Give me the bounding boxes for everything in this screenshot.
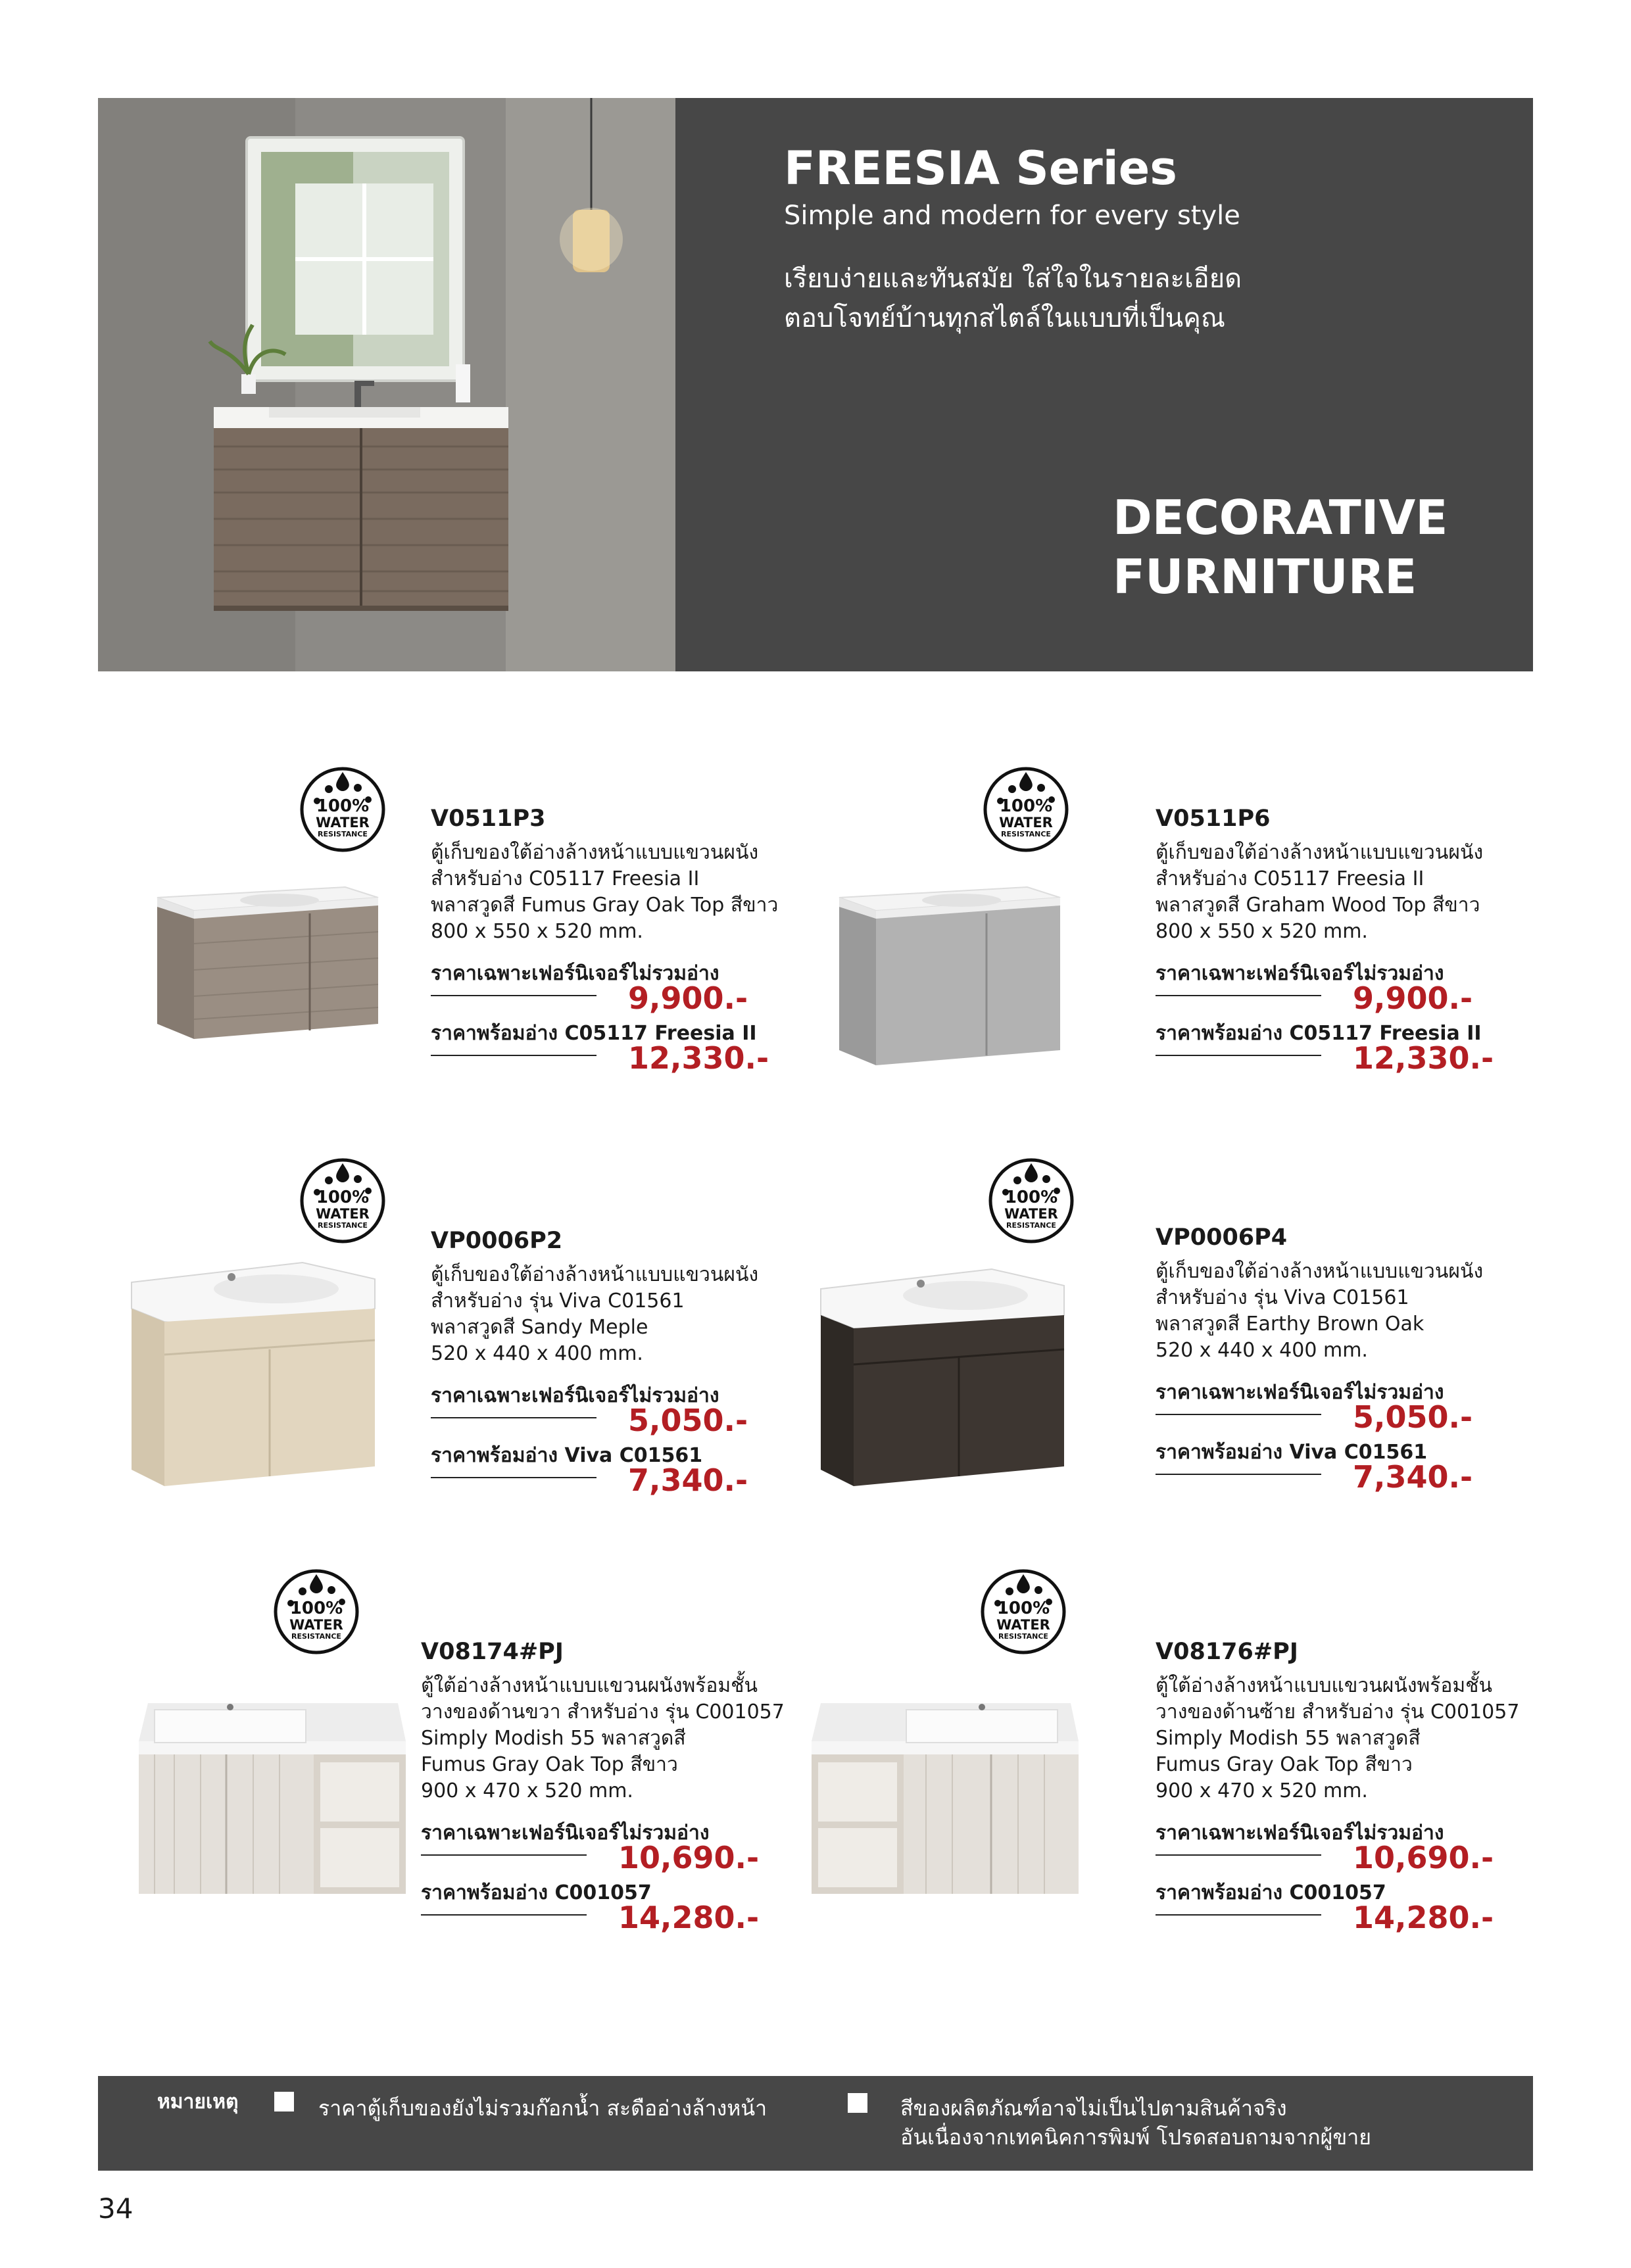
price-furniture: 5,050.- [1353, 1399, 1473, 1436]
water-resistance-badge [297, 1155, 388, 1246]
product-card-v08174pj [421, 1639, 789, 1934]
product-desc-line: 800 x 550 x 520 mm. [431, 920, 643, 944]
price-label-with-basin: ราคาพร้อมอ่าง Viva C01561 [1156, 1440, 1428, 1464]
category-title-line-2: FURNITURE [1113, 549, 1417, 604]
price-furniture: 9,900.- [1353, 980, 1473, 1017]
water-resistance-badge [986, 1155, 1077, 1246]
water-resistance-badge [981, 764, 1071, 855]
square-bullet-icon [848, 2093, 867, 2113]
series-thai-line-2: ตอบโจทย์บ้านทุกสไตล์ในแบบที่เป็นคุณ [784, 303, 1225, 333]
product-desc-line: ตู้ใต้อ่างล้างหน้าแบบแขวนผนังพร้อมชั้น [421, 1674, 758, 1698]
category-title-line-1: DECORATIVE [1113, 490, 1448, 545]
note-item-1: ราคาตู้เก็บของยังไม่รวมก๊อกน้ำ สะดืออ่างล้างหน้า [318, 2096, 767, 2121]
product-desc-line: วางของด้านขวา สำหรับอ่าง รุ่น C001057 [421, 1701, 785, 1724]
price-with-basin: 12,330.- [628, 1040, 769, 1076]
product-desc-line: สำหรับอ่าง รุ่น Viva C01561 [1156, 1286, 1409, 1310]
water-drop-icon [986, 1155, 1077, 1246]
badge-percent: 100% [316, 796, 370, 816]
series-title: FREESIA Series [784, 141, 1177, 195]
water-drop-icon [271, 1566, 362, 1657]
product-card-v0511p3 [431, 806, 799, 1074]
price-underline [1156, 1474, 1321, 1475]
note-item-2-line-2: อันเนื่องจากเทคนิคการพิมพ์ โปรดสอบถามจากผู้ขาย [900, 2125, 1371, 2150]
badge-line1: WATER [316, 815, 370, 831]
price-label-with-basin: ราคาพร้อมอ่าง C001057 [1156, 1881, 1386, 1904]
badge-line1: WATER [316, 1206, 370, 1222]
price-underline [1156, 1414, 1321, 1415]
price-label-furniture: ราคาเฉพาะเฟอร์นิเจอร์ไม่รวมอ่าง [1156, 962, 1444, 986]
badge-line2: RESISTANCE [318, 1221, 368, 1230]
price-furniture: 5,050.- [628, 1403, 748, 1439]
price-label-furniture: ราคาเฉพาะเฟอร์นิเจอร์ไม่รวมอ่าง [431, 962, 719, 986]
price-furniture: 10,690.- [618, 1840, 760, 1876]
badge-line1: WATER [289, 1617, 343, 1633]
badge-line2: RESISTANCE [1006, 1221, 1056, 1230]
product-desc-line: 900 x 470 x 520 mm. [421, 1779, 633, 1803]
page-number: 34 [98, 2192, 134, 2225]
product-desc-line: 520 x 440 x 400 mm. [431, 1342, 643, 1366]
product-desc-line: Simply Modish 55 พลาสวูดสี [1156, 1727, 1421, 1750]
price-furniture: 9,900.- [628, 980, 748, 1017]
note-label: หมายเหตุ [157, 2090, 239, 2113]
water-resistance-badge [297, 764, 388, 855]
product-desc-line: ตู้เก็บของใต้อ่างล้างหน้าแบบแขวนผนัง [1156, 841, 1484, 865]
price-label-furniture: ราคาเฉพาะเฟอร์นิเจอร์ไม่รวมอ่าง [431, 1384, 719, 1408]
badge-line2: RESISTANCE [291, 1632, 341, 1641]
water-resistance-badge [978, 1566, 1069, 1657]
product-code: VP0006P2 [431, 1228, 563, 1254]
product-code: V08174#PJ [421, 1639, 564, 1665]
price-underline [1156, 1055, 1321, 1056]
bathroom-scene-illustration [98, 98, 675, 671]
product-desc-line: Fumus Gray Oak Top สีขาว [1156, 1753, 1413, 1777]
product-desc-line: วางของด้านซ้าย สำหรับอ่าง รุ่น C001057 [1156, 1701, 1520, 1724]
product-card-vp0006p4 [1156, 1224, 1524, 1493]
product-desc-line: พลาสวูดสี Sandy Meple [431, 1316, 648, 1339]
price-label-with-basin: ราคาพร้อมอ่าง Viva C01561 [431, 1443, 703, 1467]
price-underline [421, 1914, 587, 1916]
badge-line1: WATER [1004, 1206, 1058, 1222]
product-desc-line: 900 x 470 x 520 mm. [1156, 1779, 1368, 1803]
price-label-furniture: ราคาเฉพาะเฟอร์นิเจอร์ไม่รวมอ่าง [421, 1822, 710, 1845]
badge-percent: 100% [996, 1599, 1050, 1618]
footer-notes-bar [98, 2076, 1533, 2171]
product-code: VP0006P4 [1156, 1224, 1288, 1251]
price-with-basin: 7,340.- [628, 1462, 748, 1498]
price-underline [421, 1854, 587, 1856]
hero-bathroom-photo [98, 98, 675, 671]
product-desc-line: ตู้เก็บของใต้อ่างล้างหน้าแบบแขวนผนัง [431, 841, 759, 865]
product-desc-line: Simply Modish 55 พลาสวูดสี [421, 1727, 686, 1750]
price-underline [431, 1477, 596, 1478]
product-desc-line: สำหรับอ่าง C05117 Freesia II [1156, 867, 1424, 891]
product-code: V0511P3 [431, 806, 546, 832]
product-desc-line: พลาสวูดสี Earthy Brown Oak [1156, 1313, 1424, 1336]
price-label-with-basin: ราคาพร้อมอ่าง C05117 Freesia II [1156, 1021, 1482, 1045]
price-label-with-basin: ราคาพร้อมอ่าง C001057 [421, 1881, 652, 1904]
badge-line2: RESISTANCE [318, 830, 368, 838]
product-card-v0511p6 [1156, 806, 1524, 1074]
product-image-v0511p6 [830, 878, 1067, 1075]
product-code: V08176#PJ [1156, 1639, 1298, 1665]
price-label-with-basin: ราคาพร้อมอ่าง C05117 Freesia II [431, 1021, 757, 1045]
price-furniture: 10,690.- [1353, 1840, 1494, 1876]
water-resistance-badge [271, 1566, 362, 1657]
square-bullet-icon [274, 2092, 294, 2111]
badge-percent: 100% [999, 796, 1053, 816]
badge-line1: WATER [999, 815, 1053, 831]
series-subtitle: Simple and modern for every style [784, 201, 1240, 231]
product-desc-line: ตู้เก็บของใต้อ่างล้างหน้าแบบแขวนผนัง [431, 1263, 759, 1287]
badge-line2: RESISTANCE [998, 1632, 1048, 1641]
product-image-v08174pj [135, 1703, 411, 1900]
water-drop-icon [297, 1155, 388, 1246]
product-desc-line: 800 x 550 x 520 mm. [1156, 920, 1368, 944]
price-underline [431, 1417, 596, 1418]
product-image-vp0006p4 [814, 1256, 1077, 1506]
badge-percent: 100% [1004, 1188, 1058, 1207]
hero-banner [98, 98, 1533, 671]
badge-percent: 100% [316, 1188, 370, 1207]
product-desc-line: พลาสวูดสี Fumus Gray Oak Top สีขาว [431, 894, 779, 917]
series-thai-line-1: เรียบง่ายและทันสมัย ใส่ใจในรายละเอียด [784, 264, 1242, 294]
product-desc-line: สำหรับอ่าง รุ่น Viva C01561 [431, 1290, 685, 1313]
price-underline [431, 1055, 596, 1056]
price-label-furniture: ราคาเฉพาะเฟอร์นิเจอร์ไม่รวมอ่าง [1156, 1381, 1444, 1405]
hero-text-panel [675, 98, 1533, 671]
product-desc-line: ตู้เก็บของใต้อ่างล้างหน้าแบบแขวนผนัง [1156, 1260, 1484, 1284]
badge-percent: 100% [289, 1599, 343, 1618]
product-image-v0511p3 [148, 878, 385, 1049]
price-with-basin: 12,330.- [1353, 1040, 1494, 1076]
price-with-basin: 7,340.- [1353, 1459, 1473, 1495]
note-item-2-line-1: สีของผลิตภัณฑ์อาจไม่เป็นไปตามสินค้าจริง [900, 2096, 1287, 2121]
product-card-vp0006p2 [431, 1228, 799, 1497]
badge-line2: RESISTANCE [1001, 830, 1051, 838]
water-drop-icon [981, 764, 1071, 855]
product-card-v08176pj [1156, 1639, 1524, 1934]
product-desc-line: สำหรับอ่าง C05117 Freesia II [431, 867, 700, 891]
water-drop-icon [297, 764, 388, 855]
product-desc-line: Fumus Gray Oak Top สีขาว [421, 1753, 678, 1777]
product-image-vp0006p2 [125, 1249, 388, 1499]
badge-line1: WATER [996, 1617, 1050, 1633]
price-with-basin: 14,280.- [1353, 1899, 1494, 1935]
price-label-furniture: ราคาเฉพาะเฟอร์นิเจอร์ไม่รวมอ่าง [1156, 1822, 1444, 1845]
price-underline [1156, 995, 1321, 996]
price-underline [1156, 1914, 1321, 1916]
product-desc-line: 520 x 440 x 400 mm. [1156, 1339, 1368, 1363]
product-code: V0511P6 [1156, 806, 1271, 832]
product-image-v08176pj [808, 1703, 1084, 1900]
water-drop-icon [978, 1566, 1069, 1657]
product-desc-line: ตู้ใต้อ่างล้างหน้าแบบแขวนผนังพร้อมชั้น [1156, 1674, 1493, 1698]
price-with-basin: 14,280.- [618, 1899, 760, 1935]
product-desc-line: พลาสวูดสี Graham Wood Top สีขาว [1156, 894, 1480, 917]
price-underline [431, 995, 596, 996]
price-underline [1156, 1854, 1321, 1856]
